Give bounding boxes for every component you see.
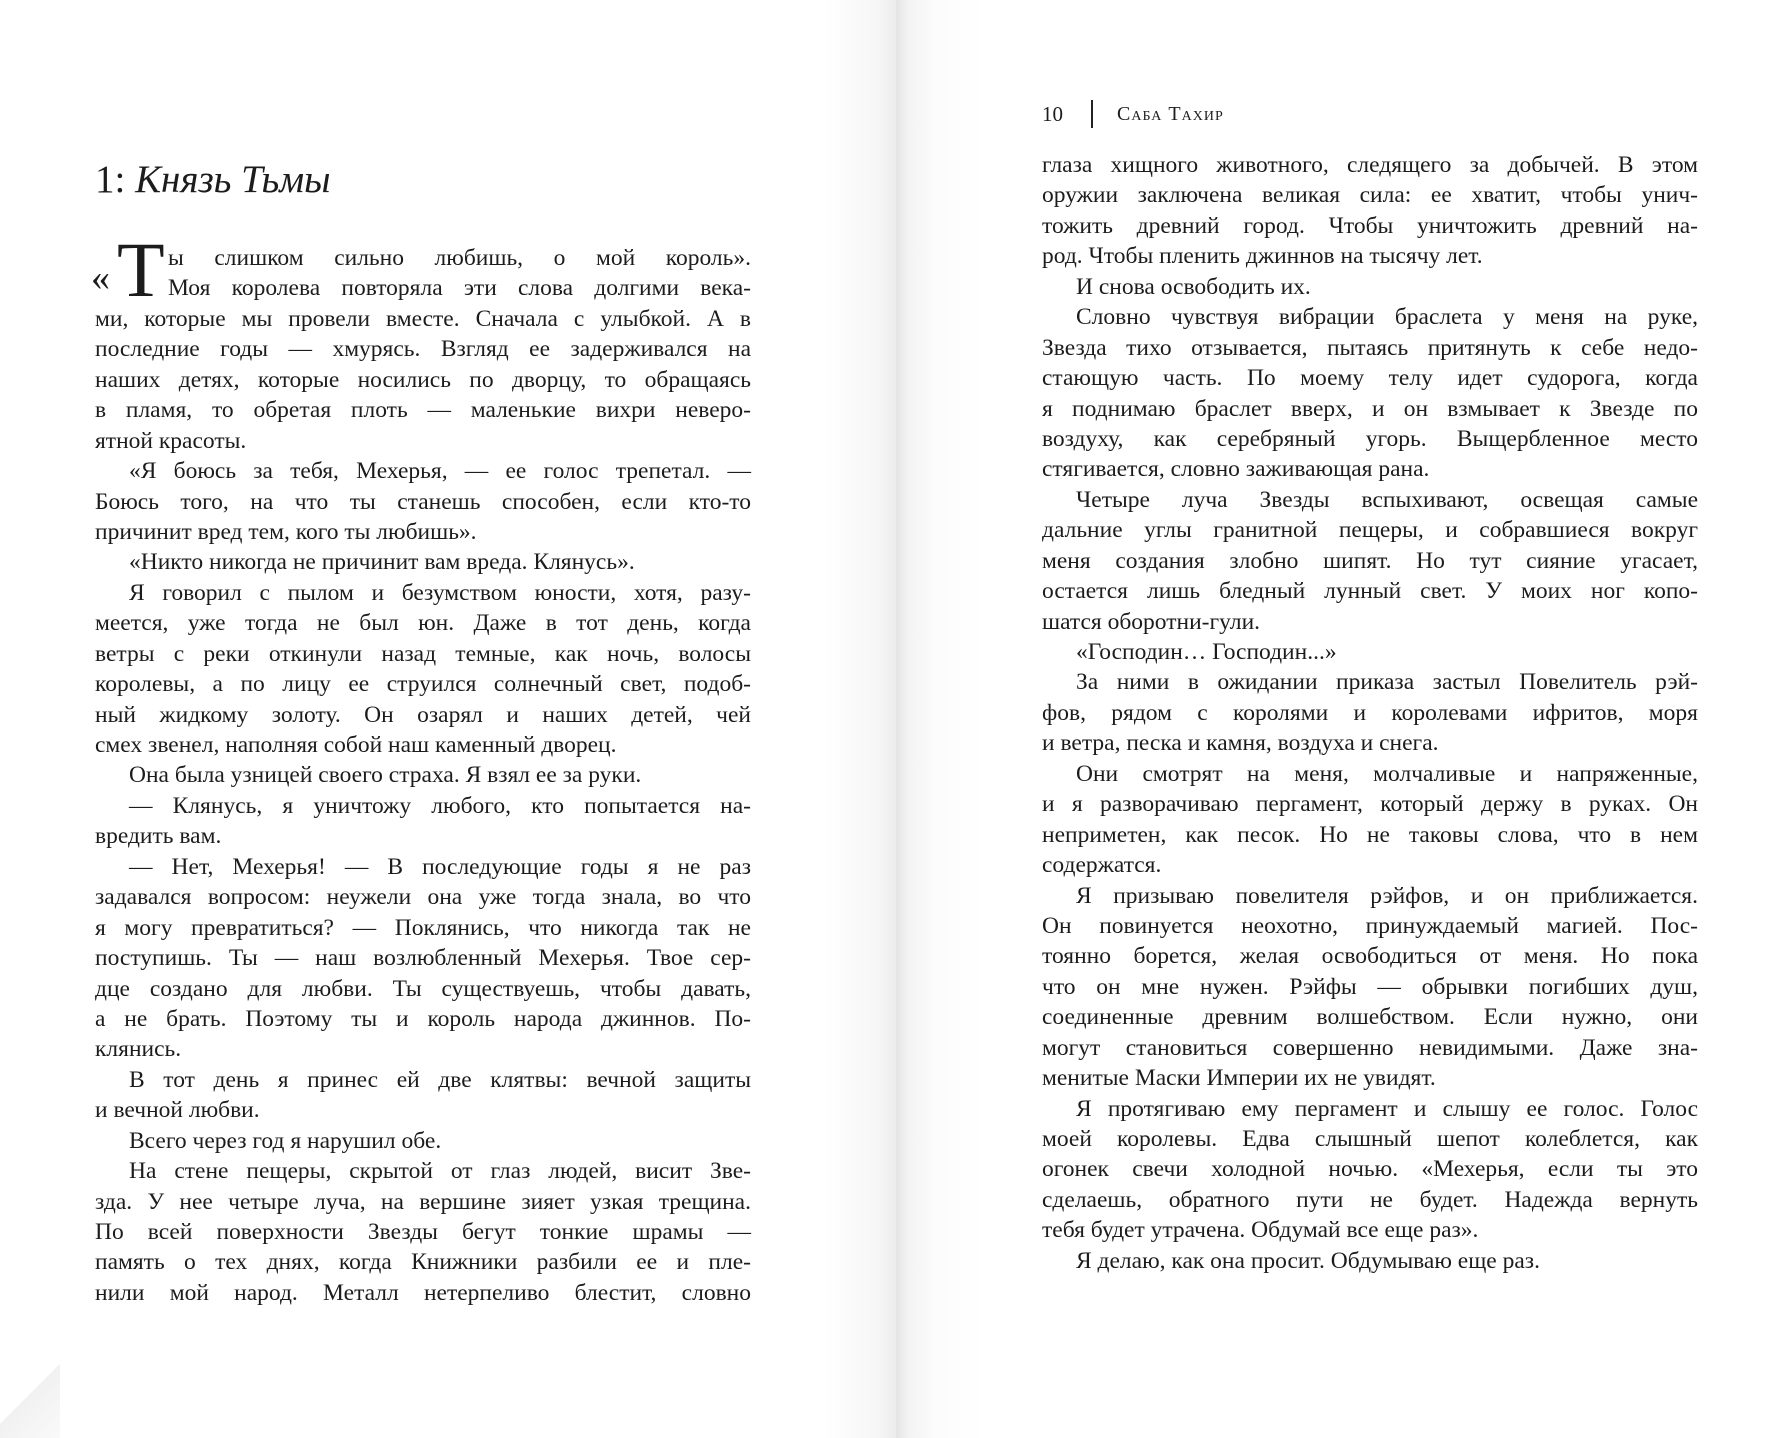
text-line: дальние углы гранитной пещеры, и собравшиеся вокруг	[1042, 517, 1698, 544]
text-line: а не брать. Поэтому ты и король народа джиннов. По-	[95, 1005, 751, 1032]
paragraph	[1042, 667, 1698, 758]
text-line: и вечной любви.	[95, 1097, 260, 1124]
text-line: Звезда тихо отзывается, пытаясь притянуть к себе недо-	[1042, 334, 1698, 361]
text-line: Всего через год я нарушил обе.	[129, 1127, 442, 1154]
paragraph	[95, 243, 751, 456]
text-line: род. Чтобы пленить джиннов на тысячу лет.	[1042, 243, 1483, 270]
text-line: меня создания злобно шипят. Но тут сияние угасает,	[1042, 547, 1698, 574]
text-line: «Господин… Господин...»	[1076, 639, 1337, 665]
text-line: меется, уже тогда не был юн. Даже в тот день, когда	[95, 610, 751, 637]
text-line: остается лишь бледный лунный свет. У моих ног копо-	[1042, 578, 1698, 605]
drop-cap-letter: Т	[117, 226, 165, 313]
text-line: клянись.	[95, 1036, 182, 1063]
drop-cap	[91, 226, 165, 313]
text-line: «Никто никогда не причинит вам вреда. Клянусь».	[129, 549, 635, 576]
text-line: Словно чувствуя вибрации браслета у меня на руке,	[1076, 304, 1698, 331]
paragraph	[95, 1156, 751, 1308]
text-line: королевы, а по лицу ее струился солнечный свет, подоб-	[95, 671, 751, 698]
text-line: сделаешь, обратного пути не будет. Надежда вернуть	[1042, 1186, 1698, 1213]
text-line: глаза хищного животного, следящего за добычей. В этом	[1042, 152, 1698, 178]
text-line: На стене пещеры, скрытой от глаз людей, висит Зве-	[129, 1158, 751, 1185]
text-line: зда. У нее четыре луча, на вершине зияет узкая трещина.	[95, 1188, 751, 1215]
text-line: нили мой народ. Металл нетерпеливо блестит, словно	[95, 1279, 751, 1306]
text-line: могут становиться совершенно невидимыми. Даже зна-	[1042, 1034, 1698, 1061]
text-line: тебя будет утрачена. Обдумай все еще раз».	[1042, 1217, 1479, 1244]
text-line: поступишь. Ты — наш возлюбленный Мехерья. Твое сер-	[95, 945, 751, 972]
paragraph	[95, 760, 751, 790]
text-line: В тот день я принес ей две клятвы: вечной защиты	[129, 1066, 751, 1093]
text-line: задавался вопросом: неужели она уже тогда знала, во что	[95, 884, 751, 911]
text-line: смех звенел, наполняя собой наш каменный дворец.	[95, 732, 617, 758]
text-line: Я говорил с пылом и безумством юности, хотя, разу-	[129, 579, 751, 606]
paragraph	[1042, 302, 1698, 485]
text-line: — Нет, Мехерья! — В последующие годы я не раз	[129, 853, 751, 880]
header-divider	[1091, 100, 1093, 128]
right-page	[896, 0, 1780, 1438]
paragraph	[95, 578, 751, 761]
paragraph	[1042, 637, 1698, 667]
paragraph	[95, 456, 751, 547]
paragraph	[95, 1126, 751, 1156]
paragraph	[1042, 1094, 1698, 1246]
text-line: стающую часть. По моему телу идет судорога, когда	[1042, 365, 1698, 392]
text-line: в пламя, то обретая плоть — маленькие вихри неверо-	[95, 397, 751, 424]
text-line: Он повинуется неохотно, принуждаемый магией. Пос-	[1042, 912, 1698, 939]
paragraph	[1042, 881, 1698, 1094]
text-line: соединенные древним волшебством. Если нужно, они	[1042, 1004, 1698, 1031]
text-line: вредить вам.	[95, 823, 222, 850]
text-line: последние годы — хмурясь. Взгляд ее задерживался на	[95, 336, 751, 363]
paragraph	[95, 547, 751, 577]
chapter-number: 1:	[95, 158, 126, 201]
chapter-heading	[95, 158, 331, 202]
page-number: 10	[1042, 102, 1063, 126]
text-line: огонек свечи холодной ночью. «Мехерья, если ты это	[1042, 1156, 1698, 1183]
text-line: неприметен, как песок. Но не таковы слова, что в нем	[1042, 821, 1698, 848]
text-line: Они смотрят на меня, молчаливые и напряженные,	[1076, 760, 1698, 787]
text-line: «Я боюсь за тебя, Мехерья, — ее голос трепетал. —	[129, 458, 751, 485]
right-page-body	[1042, 150, 1698, 1276]
paragraph	[1042, 1246, 1698, 1276]
running-header-author: Саба Тахир	[1117, 103, 1224, 125]
text-line: и ветра, песка и камня, воздуха и снега.	[1042, 730, 1439, 757]
text-line: Боюсь того, на что ты станешь способен, если кто-то	[95, 488, 751, 515]
text-line: содержатся.	[1042, 852, 1162, 879]
text-line: ветры с реки откинули назад темные, как ночь, волосы	[95, 640, 751, 667]
text-line: наших детях, которые носились по дворцу, то обращаясь	[95, 366, 751, 393]
paragraph	[1042, 272, 1698, 302]
text-line: что он мне нужен. Рэйфы — обрывки погибших душ,	[1042, 973, 1698, 1000]
paragraph	[95, 791, 751, 852]
text-line: Я призываю повелителя рэйфов, и он приближается.	[1076, 882, 1698, 909]
text-line: я могу превратиться? — Поклянись, что никогда так не	[95, 914, 751, 941]
drop-cap-quote: «	[91, 257, 110, 299]
paragraph	[1042, 150, 1698, 272]
chapter-title: Князь Тьмы	[135, 158, 331, 201]
paragraph	[1042, 485, 1698, 637]
paragraph	[95, 852, 751, 1065]
text-line: воздуху, как серебряный угорь. Выщербленное место	[1042, 425, 1698, 452]
text-line: Четыре луча Звезды вспыхивают, освещая самые	[1076, 486, 1698, 513]
text-line: тоянно борется, желая освободиться от меня. Но пока	[1042, 943, 1698, 970]
text-line: ятной красоты.	[95, 427, 247, 454]
text-line: Я протягиваю ему пергамент и слышу ее голос. Голос	[1076, 1095, 1698, 1122]
left-page-body	[91, 226, 751, 1308]
text-line: Моя королева повторяла эти слова долгими века-	[168, 275, 751, 302]
text-line: дце создано для любви. Ты существуешь, чтобы давать,	[95, 975, 751, 1002]
text-line: По всей поверхности Звезды бегут тонкие шрамы —	[95, 1219, 751, 1245]
text-line: За ними в ожидании приказа застыл Повелитель рэй-	[1076, 669, 1698, 696]
running-header	[1042, 100, 1224, 128]
text-line: я поднимаю браслет вверх, и он взмывает к Звезде по	[1042, 395, 1698, 422]
text-line: менитые Маски Империи их не увидят.	[1042, 1065, 1436, 1092]
text-line: — Клянусь, я уничтожу любого, кто попытается на-	[129, 792, 751, 819]
paragraph	[1042, 759, 1698, 881]
text-line: и я разворачиваю пергамент, который держу в руках. Он	[1042, 791, 1698, 818]
text-line: ный жидкому золоту. Он озарял и наших детей, чей	[95, 701, 751, 728]
text-line: И снова освободить их.	[1076, 273, 1311, 300]
text-line: причинит вред тем, кого ты любишь».	[95, 518, 477, 545]
text-line: тожить древний город. Чтобы уничтожить древний на-	[1042, 212, 1698, 239]
paragraph	[95, 1065, 751, 1126]
text-line: Она была узницей своего страха. Я взял ее за руки.	[129, 762, 642, 789]
text-line: фов, рядом с королями и королевами ифритов, моря	[1042, 699, 1698, 726]
text-line: Я делаю, как она просит. Обдумываю еще раз.	[1076, 1247, 1540, 1274]
text-line: шатся оборотни-гули.	[1042, 608, 1261, 635]
text-line: ы слишком сильно любишь, о мой король».	[168, 245, 751, 271]
text-line: память о тех днях, когда Книжники разбили ее и пле-	[95, 1249, 751, 1276]
text-line: стягивается, словно заживающая рана.	[1042, 456, 1430, 483]
text-line: моей королевы. Едва слышный шепот колеблется, как	[1042, 1126, 1698, 1152]
text-line: оружии заключена великая сила: ее хватит, чтобы унич-	[1042, 182, 1698, 209]
text-line: ми, которые мы провели вместе. Сначала с улыбкой. А в	[95, 305, 751, 332]
page-curl	[0, 1348, 60, 1438]
